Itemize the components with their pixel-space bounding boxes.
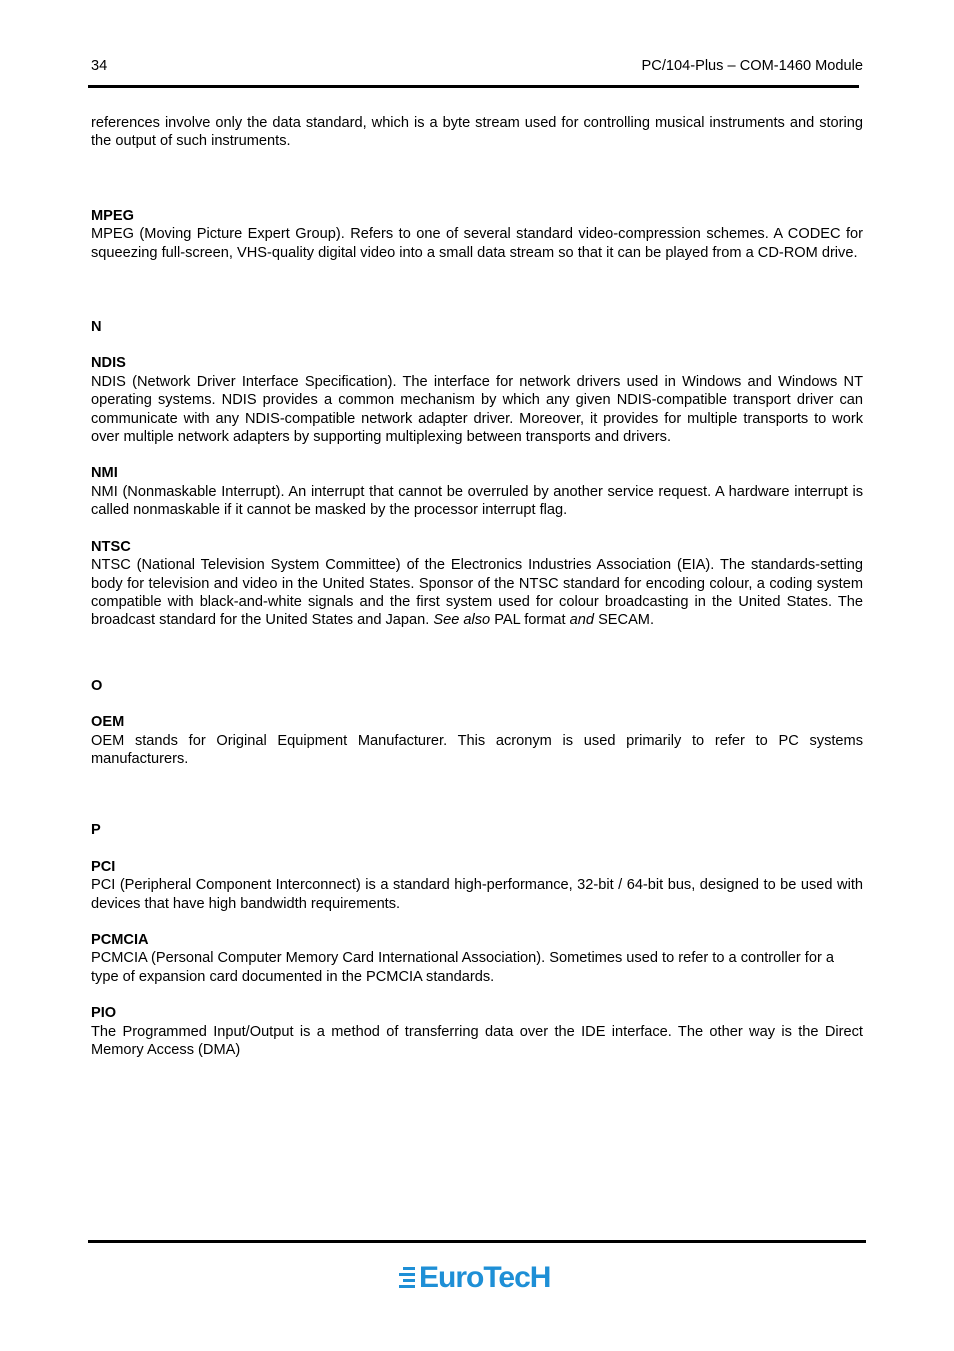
eurotech-logo (399, 1261, 550, 1295)
definition-pio: The Programmed Input/Output is a method of transferring data over the IDE interface. The other way is the Direct Memory Access (DMA) (91, 1023, 863, 1058)
definition-oem: OEM stands for Original Equipment Manufacturer. This acronym is used primarily to refer to PC systems manufacturers. (91, 732, 863, 767)
ntsc-definition-text: NTSC (National Television System Committee) of the Electronics Industries Association (EIA). The standards-setting body for television and video in the United States. Sponsor of the NTSC standard for encoding colour, a coding system compatible with black-and-white signals and the first system used for colour broadcasting in the United States. The broadcast standard for the United States and Japan. (91, 557, 863, 629)
definition-ndis: NDIS (Network Driver Interface Specification). The interface for network drivers used in Windows and Windows NT operating systems. NDIS provides a common mechanism by which any given NDIS-compatible transport driver can communicate with any NDIS-compatible network adapter driver. Moreover, it provides for multiple transports to work over multiple network adapters by supporting multiplexing between transports and drivers. (91, 373, 863, 446)
definition-pci: PCI (Peripheral Component Interconnect) is a standard high-performance, 32-bit / 64-bit bus, designed to be used with devices that have high bandwidth requirements. (91, 877, 863, 912)
term-mpeg: MPEG (91, 207, 134, 224)
definition-mpeg: MPEG (Moving Picture Expert Group). Refers to one of several standard video-compression schemes. A CODEC for squeezing full-screen, VHS-quality digital video into a small data stream so that it can be played from a CD-ROM drive. (91, 226, 863, 261)
section-letter-p: P (91, 822, 101, 839)
term-nmi: NMI (91, 465, 118, 482)
ntsc-ref-secam: SECAM. (594, 612, 655, 629)
logo-wordmark: EuroTecH (419, 1261, 551, 1294)
definition-pcmcia: PCMCIA (Personal Computer Memory Card International Association). Sometimes used to refer to a controller for a type of expansion card documented in the PCMCIA standards. (91, 950, 834, 985)
term-oem: OEM (91, 714, 125, 731)
page-number: 34 (91, 58, 108, 74)
header-rule (88, 85, 859, 88)
term-pcmcia: PCMCIA (91, 931, 149, 948)
section-letter-n: N (91, 319, 102, 336)
glossary-content (91, 114, 863, 1059)
definition-ntsc (91, 556, 863, 630)
intro-paragraph: references involve only the data standard, which is a byte stream used for controlling musical instruments and storing the output of such instruments. (91, 115, 863, 150)
section-letter-o: O (91, 677, 103, 694)
page-header (91, 58, 863, 78)
term-ntsc: NTSC (91, 538, 131, 555)
logo-bars-icon (399, 1265, 417, 1291)
ntsc-see-also: See also (433, 612, 491, 629)
running-title: PC/104-Plus – COM-1460 Module (641, 58, 863, 74)
ntsc-ref-pal: PAL format (490, 612, 570, 629)
ntsc-and: and (569, 612, 595, 629)
term-pio: PIO (91, 1005, 117, 1022)
term-ndis: NDIS (91, 355, 126, 372)
definition-nmi: NMI (Nonmaskable Interrupt). An interrupt that cannot be overruled by another service request. A hardware interrupt is called nonmaskable if it cannot be masked by the processor interrupt flag. (91, 483, 863, 519)
footer-rule (88, 1240, 866, 1243)
term-pci: PCI (91, 858, 116, 875)
